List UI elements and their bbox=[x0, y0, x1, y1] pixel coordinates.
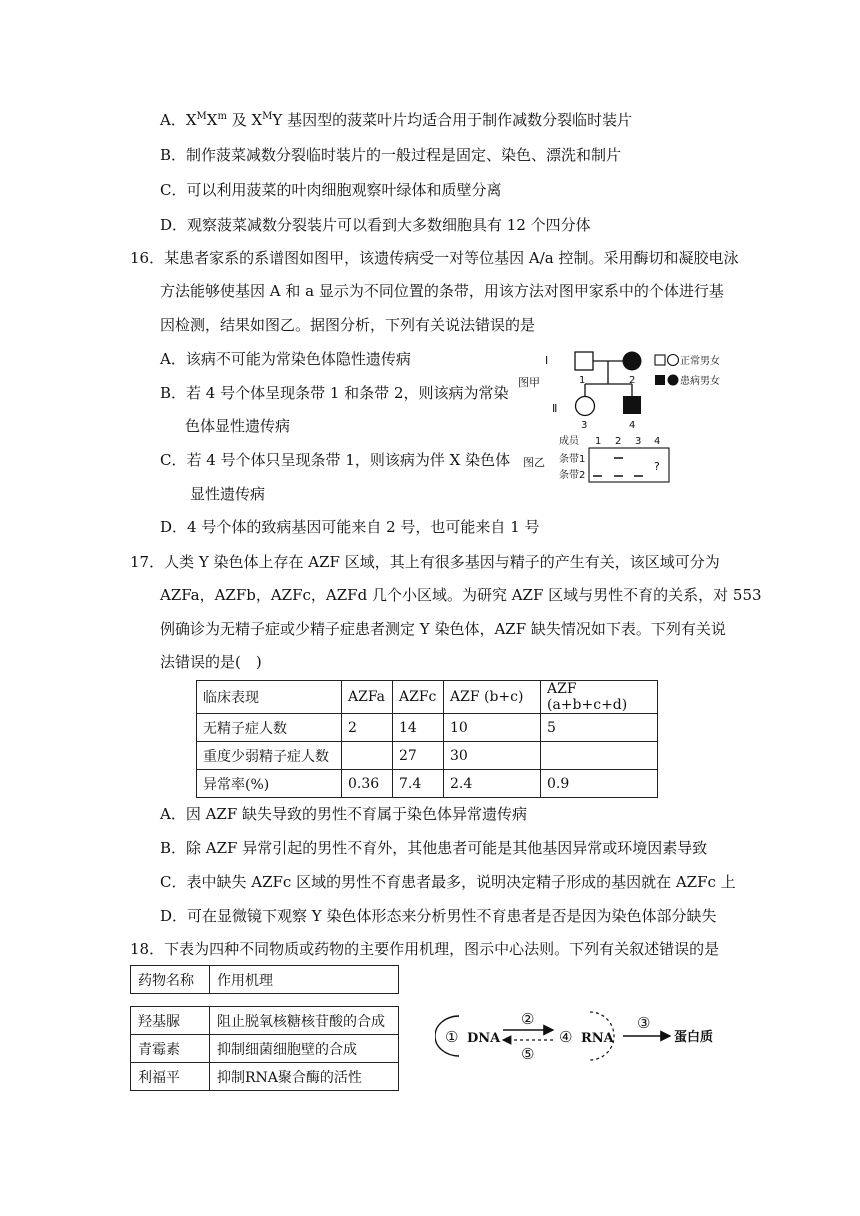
table-cell: 2 bbox=[342, 714, 393, 742]
table-row bbox=[197, 742, 658, 770]
rna-label: RNA bbox=[581, 1031, 614, 1046]
table-cell: 阻止脱氧核糖核苷酸的合成 bbox=[210, 1007, 399, 1035]
table-cell: 青霉素 bbox=[131, 1035, 210, 1063]
q17-stem-line3: 例确诊为无精子症或少精子症患者测定 Y 染色体，AZF 缺失情况如下表。下列有关说 bbox=[160, 620, 726, 638]
q17-option-b: B．除 AZF 异常引起的男性不育外，其他患者可能是其他基因异常或环境因素导致 bbox=[160, 839, 708, 857]
table-cell: 无精子症人数 bbox=[197, 714, 342, 742]
q17-stem-line2: AZFa，AZFb，AZFc，AZFd 几个小区域。为研究 AZF 区域与男性不育的关系，对 553 bbox=[160, 586, 762, 604]
table-row bbox=[197, 770, 658, 798]
q16-option-c-line1: C．若 4 号个体只呈现条带 1，则该病为伴 X 染色体 bbox=[160, 451, 511, 469]
individual-4-affected-male bbox=[623, 396, 641, 414]
table-cell: 0.9 bbox=[541, 770, 658, 798]
pedigree-gel-figure bbox=[515, 340, 740, 490]
svg-text:4: 4 bbox=[629, 420, 636, 431]
drug-table bbox=[130, 1006, 399, 1091]
table-row bbox=[131, 1007, 399, 1035]
label-1: ① bbox=[445, 1028, 459, 1046]
svg-text:1: 1 bbox=[579, 375, 586, 386]
band-2-label: 条带2 bbox=[559, 470, 586, 481]
table-cell: 抑制RNA聚合酶的活性 bbox=[210, 1063, 399, 1091]
q15-option-a: A．$X^MX^m$ 及 $X^MY$ 基因型的菠菜叶片均适合用于制作减数分裂临时装片 bbox=[160, 111, 633, 129]
fig-a-label: 图甲 bbox=[518, 376, 540, 389]
generation-1-label: Ⅰ bbox=[545, 354, 549, 367]
table-header-row bbox=[197, 681, 658, 714]
svg-text:1: 1 bbox=[595, 436, 602, 447]
q16-option-b-line2: 色体显性遗传病 bbox=[185, 417, 291, 435]
table-row bbox=[197, 714, 658, 742]
table-cell: 重度少弱精子症人数 bbox=[197, 742, 342, 770]
table-cell: 5 bbox=[541, 714, 658, 742]
table-cell bbox=[541, 742, 658, 770]
fig-b-label: 图乙 bbox=[523, 456, 545, 469]
table-cell: 27 bbox=[393, 742, 444, 770]
q17-option-c: C．表中缺失 AZFc 区域的男性不育患者最多，说明决定精子形成的基因就在 AZFc 上 bbox=[160, 873, 736, 891]
label-2: ② bbox=[521, 1010, 535, 1028]
table-cell: 临床表现 bbox=[197, 681, 342, 714]
q16-stem-line3: 因检测，结果如图乙。据图分析，下列有关说法错误的是 bbox=[160, 316, 536, 334]
svg-text:4: 4 bbox=[654, 436, 661, 447]
q16-option-b-line1: B．若 4 号个体呈现条带 1 和条带 2，则该病为常染 bbox=[160, 384, 509, 402]
q16-stem-line1: 16．某患者家系的系谱图如图甲，该遗传病受一对等位基因 A/a 控制。采用酶切和凝胶电泳 bbox=[130, 249, 739, 267]
table-cell: 14 bbox=[393, 714, 444, 742]
band-1-label: 条带1 bbox=[559, 454, 586, 465]
individual-2-affected-female bbox=[623, 352, 642, 371]
table-cell: 30 bbox=[444, 742, 541, 770]
table-cell: 10 bbox=[444, 714, 541, 742]
svg-text:2: 2 bbox=[615, 436, 622, 447]
table-cell: AZFa bbox=[342, 681, 393, 714]
unknown-mark: ? bbox=[654, 460, 660, 473]
q16-option-a: A．该病不可能为常染色体隐性遗传病 bbox=[160, 350, 411, 368]
table-cell: AZF (a+b+c+d) bbox=[541, 681, 658, 714]
legend-normal: 正常男女 bbox=[680, 356, 720, 367]
svg-text:2: 2 bbox=[629, 375, 636, 386]
drug-table-header bbox=[130, 965, 399, 994]
dna-label: DNA bbox=[467, 1031, 501, 1046]
table-row bbox=[131, 1035, 399, 1063]
generation-2-label: Ⅱ bbox=[552, 402, 558, 415]
table-cell: 2.4 bbox=[444, 770, 541, 798]
table-row bbox=[131, 1063, 399, 1091]
table-cell: 药物名称 bbox=[131, 966, 210, 994]
q18-stem: 18．下表为四种不同物质或药物的主要作用机理，图示中心法则。下列有关叙述错误的是 bbox=[130, 940, 720, 958]
q16-stem-line2: 方法能够使基因 A 和 a 显示为不同位置的条带，用该方法对图甲家系中的个体进行基 bbox=[160, 282, 724, 300]
legend-affected: 患病男女 bbox=[680, 376, 720, 387]
member-label: 成员 bbox=[559, 436, 579, 447]
central-dogma-diagram bbox=[435, 1004, 735, 1066]
table-cell: 利福平 bbox=[131, 1063, 210, 1091]
protein-label: 蛋白质 bbox=[674, 1030, 714, 1045]
table-cell: AZFc bbox=[393, 681, 444, 714]
label-4: ④ bbox=[559, 1028, 573, 1046]
individual-1-normal-male bbox=[575, 352, 593, 370]
azf-table bbox=[196, 680, 658, 798]
q17-stem-line1: 17．人类 Y 染色体上存在 AZF 区域，其上有很多基因与精子的产生有关，该区域可分为 bbox=[130, 553, 720, 571]
table-cell: 羟基脲 bbox=[131, 1007, 210, 1035]
svg-text:3: 3 bbox=[635, 436, 642, 447]
table-cell: 异常率(%) bbox=[197, 770, 342, 798]
q17-option-d: D．可在显微镜下观察 Y 染色体形态来分析男性不育患者是否是因为染色体部分缺失 bbox=[160, 907, 717, 925]
individual-3-normal-female bbox=[576, 397, 595, 416]
q15-option-d: D．观察菠菜减数分裂装片可以看到大多数细胞具有 12 个四分体 bbox=[160, 216, 591, 234]
table-cell: 抑制细菌细胞壁的合成 bbox=[210, 1035, 399, 1063]
label-3: ③ bbox=[637, 1014, 651, 1032]
table-cell: AZF (b+c) bbox=[444, 681, 541, 714]
table-cell: 作用机理 bbox=[210, 966, 399, 994]
table-cell: 7.4 bbox=[393, 770, 444, 798]
q17-option-a: A．因 AZF 缺失导致的男性不育属于染色体异常遗传病 bbox=[160, 805, 528, 823]
svg-text:3: 3 bbox=[581, 420, 588, 431]
q17-stem-line4: 法错误的是( ) bbox=[160, 653, 262, 671]
table-header-row bbox=[131, 966, 399, 994]
q15-option-c: C．可以利用菠菜的叶肉细胞观察叶绿体和质壁分离 bbox=[160, 181, 502, 199]
q15-option-b: B．制作菠菜减数分裂临时装片的一般过程是固定、染色、漂洗和制片 bbox=[160, 146, 622, 164]
table-cell bbox=[342, 742, 393, 770]
label-5: ⑤ bbox=[521, 1045, 535, 1063]
table-cell: 0.36 bbox=[342, 770, 393, 798]
q16-option-d: D．4 号个体的致病基因可能来自 2 号，也可能来自 1 号 bbox=[160, 518, 540, 536]
q16-option-c-line2: 显性遗传病 bbox=[190, 485, 266, 503]
